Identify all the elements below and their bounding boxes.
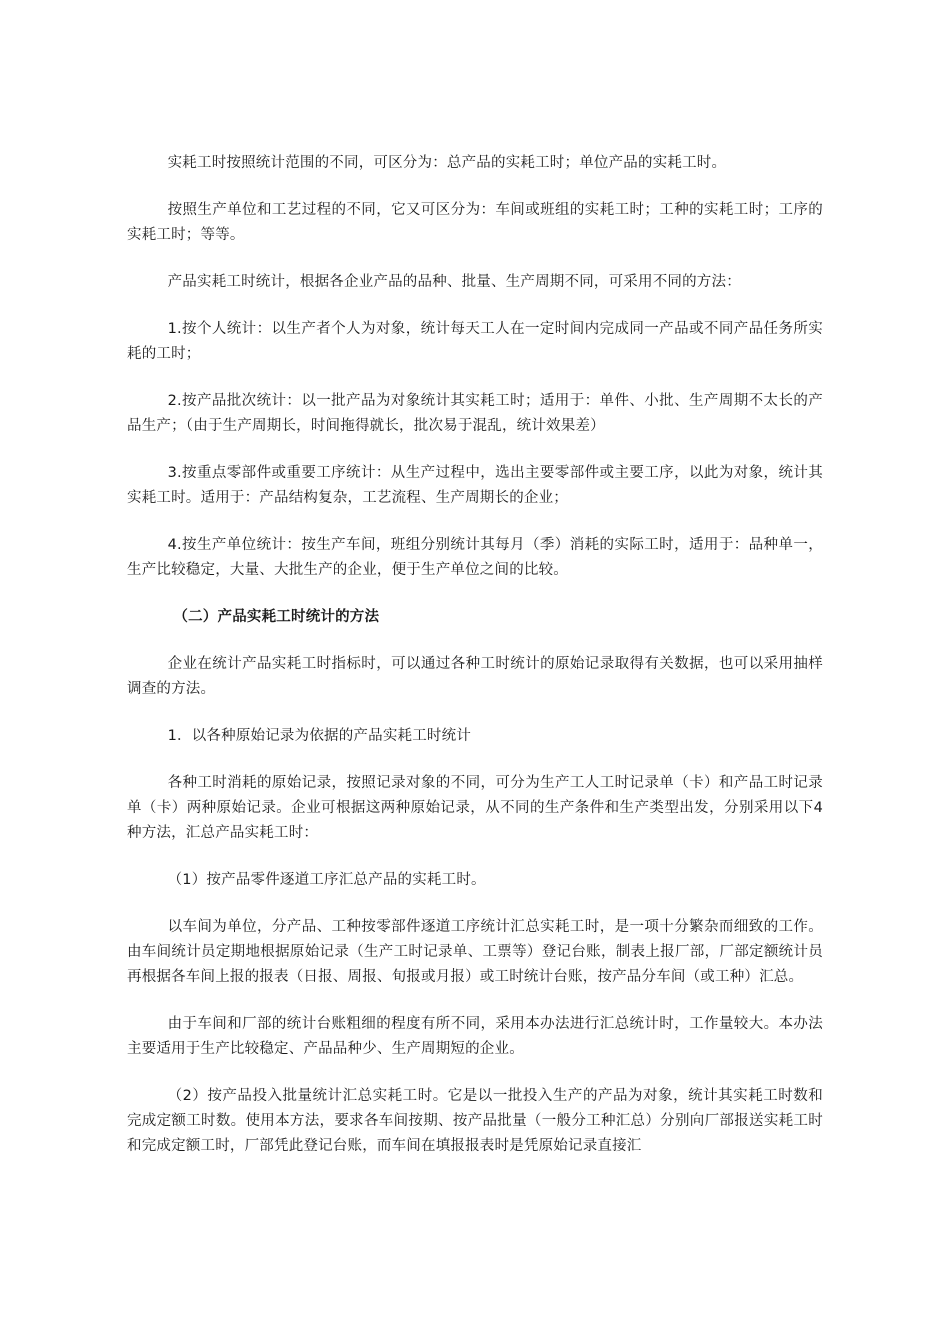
document-page: [127, 151, 823, 1181]
paragraph-5: 2.按产品批次统计：以一批产品为对象统计其实耗工时；适用于：单件、小批、生产周期不太长的产品生产；（由于生产周期长，时间拖得就长，批次易于混乱，统计效果差）: [127, 393, 823, 434]
section-heading: （二）产品实耗工时统计的方法: [173, 609, 380, 625]
paragraph-9: 1．以各种原始记录为依据的产品实耗工时统计: [167, 728, 472, 744]
paragraph-8: 企业在统计产品实耗工时指标时，可以通过各种工时统计的原始记录取得有关数据，也可以采用抽样调查的方法。: [127, 656, 823, 697]
paragraph-4: 1.按个人统计：以生产者个人为对象，统计每天工人在一定时间内完成同一产品或不同产品任务所实耗的工时；: [127, 321, 823, 362]
paragraph-11: （1）按产品零件逐道工序汇总产品的实耗工时。: [167, 872, 486, 888]
paragraph-6: 3.按重点零部件或重要工序统计：从生产过程中，选出主要零部件或主要工序，以此为对象，统计其实耗工时。适用于：产品结构复杂，工艺流程、生产周期长的企业；: [127, 465, 823, 506]
paragraph-12: 以车间为单位，分产品、工种按零部件逐道工序统计汇总实耗工时，是一项十分繁杂而细致的工作。由车间统计员定期地根据原始记录（生产工时记录单、工票等）登记台账，制表上报厂部，厂部定额统计员再根据各车间上报的报表（日报、周报、旬报或月报）或工时统计台账，按产品分车间（或工种）汇总。: [127, 919, 823, 985]
paragraph-1: 实耗工时按照统计范围的不同，可区分为：总产品的实耗工时；单位产品的实耗工时。: [167, 155, 727, 171]
paragraph-14: （2）按产品投入批量统计汇总实耗工时。它是以一批投入生产的产品为对象，统计其实耗工时数和完成定额工时数。使用本方法，要求各车间按期、按产品批量（一般分工种汇总）分别向厂部报送实耗工时和完成定额工时，厂部凭此登记台账，而车间在填报报表时是凭原始记录直接汇: [127, 1088, 823, 1154]
paragraph-2: 按照生产单位和工艺过程的不同，它又可区分为：车间或班组的实耗工时；工种的实耗工时；工序的实耗工时；等等。: [127, 202, 823, 243]
paragraph-10: 各种工时消耗的原始记录，按照记录对象的不同，可分为生产工人工时记录单（卡）和产品工时记录单（卡）两种原始记录。企业可根据这两种原始记录，从不同的生产条件和生产类型出发，分别采用以下4种方法，汇总产品实耗工时：: [127, 775, 823, 841]
paragraph-7: 4.按生产单位统计：按生产车间，班组分别统计其每月（季）消耗的实际工时，适用于：品种单一，生产比较稳定，大量、大批生产的企业，便于生产单位之间的比较。: [127, 537, 823, 578]
paragraph-13: 由于车间和厂部的统计台账粗细的程度有所不同，采用本办法进行汇总统计时，工作量较大。本办法主要适用于生产比较稳定、产品品种少、生产周期短的企业。: [127, 1016, 823, 1057]
paragraph-3: 产品实耗工时统计，根据各企业产品的品种、批量、生产周期不同，可采用不同的方法：: [167, 274, 741, 290]
